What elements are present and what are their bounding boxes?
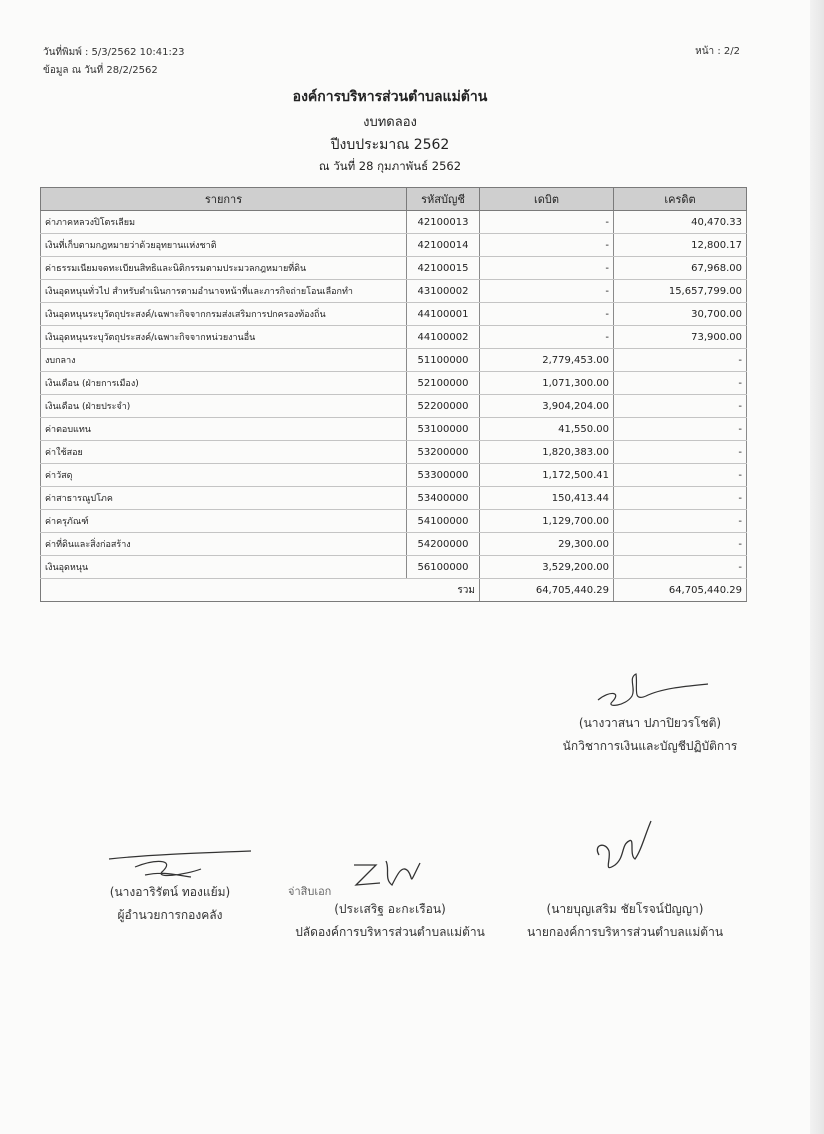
print-date: วันที่พิมพ์ : 5/3/2562 10:41:23 [43, 47, 185, 58]
table-row [41, 395, 747, 418]
table-row [41, 464, 747, 487]
row-credit: 12,800.17 [614, 234, 747, 257]
header-item: รายการ [41, 188, 407, 211]
mayor-position: นายกองค์การบริหารส่วนตำบลแม่ต้าน [526, 925, 724, 939]
row-debit: 1,172,500.41 [480, 464, 614, 487]
accountant-position: นักวิชาการเงินและบัญชีปฏิบัติการ [562, 739, 738, 753]
row-code: 54200000 [407, 533, 480, 556]
row-item: ค่าธรรมเนียมจดทะเบียนสิทธิและนิติกรรมตามประมวลกฎหมายที่ดิน [41, 257, 407, 280]
row-credit: - [614, 464, 747, 487]
row-debit: - [480, 280, 614, 303]
row-credit: 67,968.00 [614, 257, 747, 280]
row-code: 51100000 [407, 349, 480, 372]
finance-director-signature [105, 845, 255, 885]
row-debit: 29,300.00 [480, 533, 614, 556]
row-credit: - [614, 487, 747, 510]
row-credit: - [614, 556, 747, 579]
row-code: 52200000 [407, 395, 480, 418]
table-row [41, 234, 747, 257]
row-credit: - [614, 418, 747, 441]
row-code: 53400000 [407, 487, 480, 510]
table-row [41, 303, 747, 326]
finance-director-block [70, 883, 270, 925]
row-debit: - [480, 326, 614, 349]
org-title: องค์การบริหารส่วนตำบลแม่ต้าน [292, 89, 488, 105]
total-debit: 64,705,440.29 [480, 579, 614, 602]
row-item: ค่าภาคหลวงปิโตรเลียม [41, 211, 407, 234]
row-debit: 1,071,300.00 [480, 372, 614, 395]
finance-director-position: ผู้อำนวยการกองคลัง [117, 908, 223, 922]
row-code: 44100002 [407, 326, 480, 349]
fiscal-year: ปีงบประมาณ 2562 [330, 137, 450, 153]
data-date: ข้อมูล ณ วันที่ 28/2/2562 [43, 65, 158, 76]
row-item: เงินที่เก็บตามกฎหมายว่าด้วยอุทยานแห่งชาติ [41, 234, 407, 257]
row-credit: - [614, 372, 747, 395]
row-debit: 150,413.44 [480, 487, 614, 510]
row-debit: - [480, 234, 614, 257]
row-code: 53300000 [407, 464, 480, 487]
header-debit: เดบิต [480, 188, 614, 211]
row-debit: 1,129,700.00 [480, 510, 614, 533]
row-item: ค่าวัสดุ [41, 464, 407, 487]
scan-edge [810, 0, 824, 1134]
table-row [41, 418, 747, 441]
deputy-name: (ประเสริฐ อะกะเรือน) [334, 902, 446, 916]
row-item: ค่าครุภัณฑ์ [41, 510, 407, 533]
row-code: 42100014 [407, 234, 480, 257]
row-credit: - [614, 510, 747, 533]
table-header-row [41, 188, 747, 211]
row-debit: 41,550.00 [480, 418, 614, 441]
table-total-row [41, 579, 747, 602]
row-debit: 2,779,453.00 [480, 349, 614, 372]
row-item: เงินอุดหนุนทั่วไป สำหรับดำเนินการตามอำนาจหน้าที่และภารกิจถ่ายโอนเลือกทำ [41, 280, 407, 303]
row-item: เงินเดือน (ฝ่ายการเมือง) [41, 372, 407, 395]
row-debit: - [480, 257, 614, 280]
row-code: 44100001 [407, 303, 480, 326]
row-code: 42100015 [407, 257, 480, 280]
total-credit: 64,705,440.29 [614, 579, 747, 602]
report-title: งบทดลอง [363, 115, 417, 130]
deputy-signature [350, 855, 440, 895]
row-credit: - [614, 533, 747, 556]
row-credit: 40,470.33 [614, 211, 747, 234]
table-row [41, 441, 747, 464]
row-item: เงินเดือน (ฝ่ายประจำ) [41, 395, 407, 418]
table-row [41, 280, 747, 303]
trial-balance-table [40, 187, 747, 602]
table-row [41, 211, 747, 234]
accountant-block [520, 714, 780, 756]
row-debit: - [480, 303, 614, 326]
accountant-name: (นางวาสนา ปภาปิยวรโชติ) [578, 716, 722, 730]
table-row [41, 257, 747, 280]
deputy-block [270, 900, 510, 942]
accountant-signature [592, 666, 722, 716]
row-credit: 73,900.00 [614, 326, 747, 349]
table-row [41, 349, 747, 372]
row-credit: 15,657,799.00 [614, 280, 747, 303]
table-row [41, 487, 747, 510]
deputy-position: ปลัดองค์การบริหารส่วนตำบลแม่ต้าน [295, 925, 485, 939]
mayor-name: (นายบุญเสริม ชัยโรจน์ปัญญา) [546, 902, 704, 916]
row-item: งบกลาง [41, 349, 407, 372]
row-code: 43100002 [407, 280, 480, 303]
row-debit: - [480, 211, 614, 234]
row-code: 53200000 [407, 441, 480, 464]
header-credit: เครดิต [614, 188, 747, 211]
mayor-signature [585, 815, 665, 885]
row-item: เงินอุดหนุนระบุวัตถุประสงค์/เฉพาะกิจจากกรมส่งเสริมการปกครองท้องถิ่น [41, 303, 407, 326]
table-row [41, 533, 747, 556]
row-item: เงินอุดหนุน [41, 556, 407, 579]
finance-director-name: (นางอาริรัตน์ ทองแย้ม) [109, 885, 231, 899]
row-credit: - [614, 441, 747, 464]
header-code: รหัสบัญชี [407, 188, 480, 211]
row-item: ค่าที่ดินและสิ่งก่อสร้าง [41, 533, 407, 556]
row-debit: 1,820,383.00 [480, 441, 614, 464]
total-label: รวม [41, 579, 480, 602]
table-row [41, 510, 747, 533]
row-credit: 30,700.00 [614, 303, 747, 326]
row-code: 52100000 [407, 372, 480, 395]
table-row [41, 556, 747, 579]
row-code: 53100000 [407, 418, 480, 441]
row-debit: 3,529,200.00 [480, 556, 614, 579]
row-item: ค่าใช้สอย [41, 441, 407, 464]
table-row [41, 372, 747, 395]
table-row [41, 326, 747, 349]
row-credit: - [614, 395, 747, 418]
row-debit: 3,904,204.00 [480, 395, 614, 418]
as-of-date: ณ วันที่ 28 กุมภาพันธ์ 2562 [318, 159, 462, 173]
row-item: ค่าสาธารณูปโภค [41, 487, 407, 510]
row-item: เงินอุดหนุนระบุวัตถุประสงค์/เฉพาะกิจจากหน่วยงานอื่น [41, 326, 407, 349]
page-number: หน้า : 2/2 [695, 46, 740, 57]
mayor-block [510, 900, 740, 942]
row-code: 54100000 [407, 510, 480, 533]
row-code: 42100013 [407, 211, 480, 234]
row-code: 56100000 [407, 556, 480, 579]
deputy-rank: จ่าสิบเอก [288, 885, 332, 898]
row-credit: - [614, 349, 747, 372]
row-item: ค่าตอบแทน [41, 418, 407, 441]
